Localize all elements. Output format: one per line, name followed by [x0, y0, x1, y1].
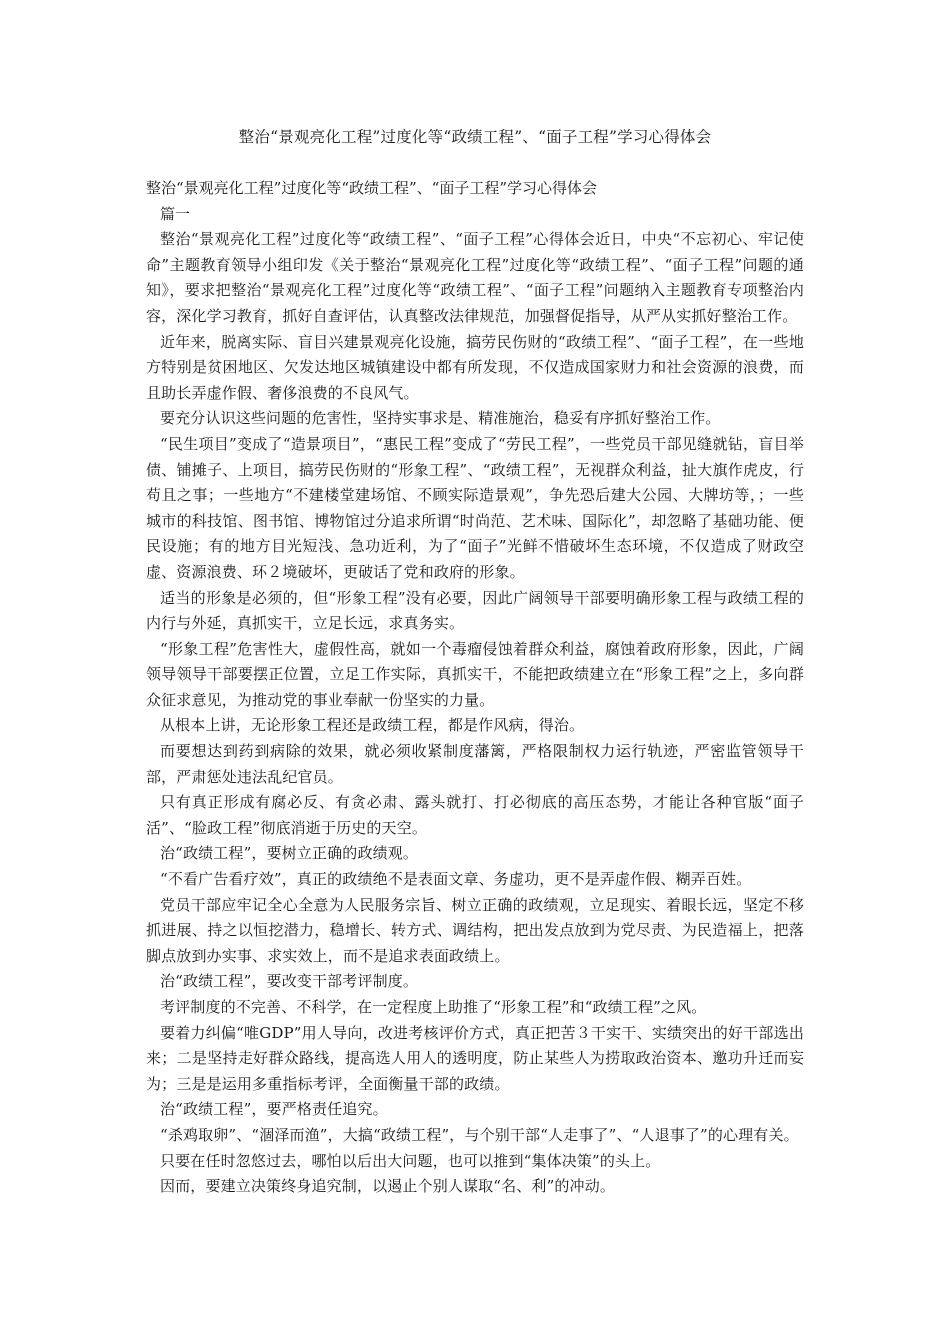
paragraph: 只要在任时忽悠过去，哪怕以后出大问题，也可以推到“集体决策”的头上。 [160, 1151, 661, 1170]
document-subtitle: 整治“景观亮化工程”过度化等“政绩工程”、“面子工程”学习心得体会 [146, 179, 598, 197]
document-title: 整治“景观亮化工程”过度化等“政绩工程”、“面子工程”学习心得体会 [238, 128, 712, 146]
paragraph: 而要想达到药到病除的效果，就必须收紧制度藩篱，严格限制权力运行轨迹，严密监管领导干部，严肃惩处违法乱纪官员。 [146, 742, 804, 786]
paragraph: 整治“景观亮化工程”过度化等“政绩工程”、“面子工程”心得体会近日，中央“不忘初心、牢记使命”主题教育领导小组印发《关于整治“景观亮化工程”过度化等“政绩工程”、“面子工程”问题的通知》，要求把整治“景观亮化工程”过度化等“政绩工程”、“面子工程”问题纳入主题教育专项整治内容，深化学习教育，抓好自查评估，认真整改法律规范，加强督促指导，从严从实抓好整治工作。 [146, 230, 804, 325]
paragraph: 适当的形象是必须的，但“形象工程”没有必要，因此广阔领导干部要明确形象工程与政绩工程的内行与外延，真抓实干，立足长远，求真务实。 [146, 588, 804, 633]
document-body [146, 176, 804, 1200]
paragraph: 要充分认识这些问题的危害性，坚持实事求是、精准施治，稳妥有序抓好整治工作。 [160, 409, 721, 428]
paragraph: 考评制度的不完善、不科学，在一定程度上助推了“形象工程”和“政绩工程”之风。 [160, 998, 707, 1016]
paragraph: “不看广告看疗效”，真正的政绩绝不是表面文章、务虚功，更不是弄虚作假、糊弄百姓。 [160, 870, 752, 889]
paragraph: 党员干部应牢记全心全意为人民服务宗旨、树立正确的政绩观，立足现实、着眼长远，坚定不移抓进展、持之以恒挖潜力，稳增长、转方式、调结构，把出发点放到为党尽责、为民造福上，把落脚点放到办实事、求实效上，而不是追求表面政绩上。 [146, 895, 804, 965]
paragraph: 只有真正形成有腐必反、有贪必肃、露头就打、打必彻底的高压态势，才能让各种官版“面子活”、“脸政工程”彻底消逝于历史的天空。 [146, 793, 804, 837]
paragraph: 治“政绩工程”，要树立正确的政绩观。 [160, 844, 419, 863]
paragraph: “民生项目”变成了“造景项目”，“惠民工程”变成了“劳民工程”，一些党员干部见缝就钻，盲目举债、铺摊子、上项目，搞劳民伤财的“形象工程”、“政绩工程”，无视群众利益，扯大旗作虎皮，行苟且之事；一些地方“不建楼堂建场馆、不顾实际造景观”，争先恐后建大公园、大牌坊等，；一些城市的科技馆、图书馆、博物馆过分追求所谓“时尚范、艺术味、国际化”，却忽略了基础功能、便民设施；有的地方目光短浅、急功近利，为了“面子”光鲜不惜破坏生态环境，不仅造成了财政空虚、资源浪费、环２境破坏，更破话了党和政府的形象。 [146, 434, 804, 581]
paragraph: 从根本上讲，无论形象工程还是政绩工程，都是作风病，得治。 [160, 716, 585, 735]
paragraph: 因而，要建立决策终身追究制，以遏止个别人谋取“名、利”的冲动。 [160, 1177, 615, 1196]
paragraph: “形象工程”危害性大，虚假性高，就如一个毒瘤侵蚀着群众利益，腐蚀着政府形象，因此，广阔领导领导干部要摆正位置，立足工作实际，真抓实干，不能把政绩建立在“形象工程”之上，多向群众征求意见，为推动党的事业奉献一份坚实的力量。 [146, 639, 804, 709]
paragraph: “杀鸡取卵”、“涸泽而渔”，大搞“政绩工程”，与个别干部“人走事了”、“人退事了”的心理有关。 [160, 1125, 799, 1144]
paragraph: 治“政绩工程”，要改变干部考评制度。 [160, 972, 419, 991]
paragraph: 治“政绩工程”，要严格责任追究。 [160, 1100, 388, 1119]
paragraph: 要着力纠偏“唯GDP”用人导向，改进考核评价方式，真正把苦３干实干、实绩突出的好干部选出来；二是坚持走好群众路线，提高选人用人的透明度，防止某些人为捞取政治资本、邀功升迁而妄为；三是是运用多重指标考评，全面衡量干部的政绩。 [146, 1023, 804, 1093]
section-label: 篇一 [160, 204, 191, 223]
paragraph-list [146, 227, 804, 1200]
paragraph: 近年来，脱离实际、盲目兴建景观亮化设施，搞劳民伤财的“政绩工程”、“面子工程”，在一些地方特别是贫困地区、欠发达地区城镇建设中都有所发现，不仅造成国家财力和社会资源的浪费，而且助长弄虚作假、奢侈浪费的不良风气。 [146, 332, 804, 402]
